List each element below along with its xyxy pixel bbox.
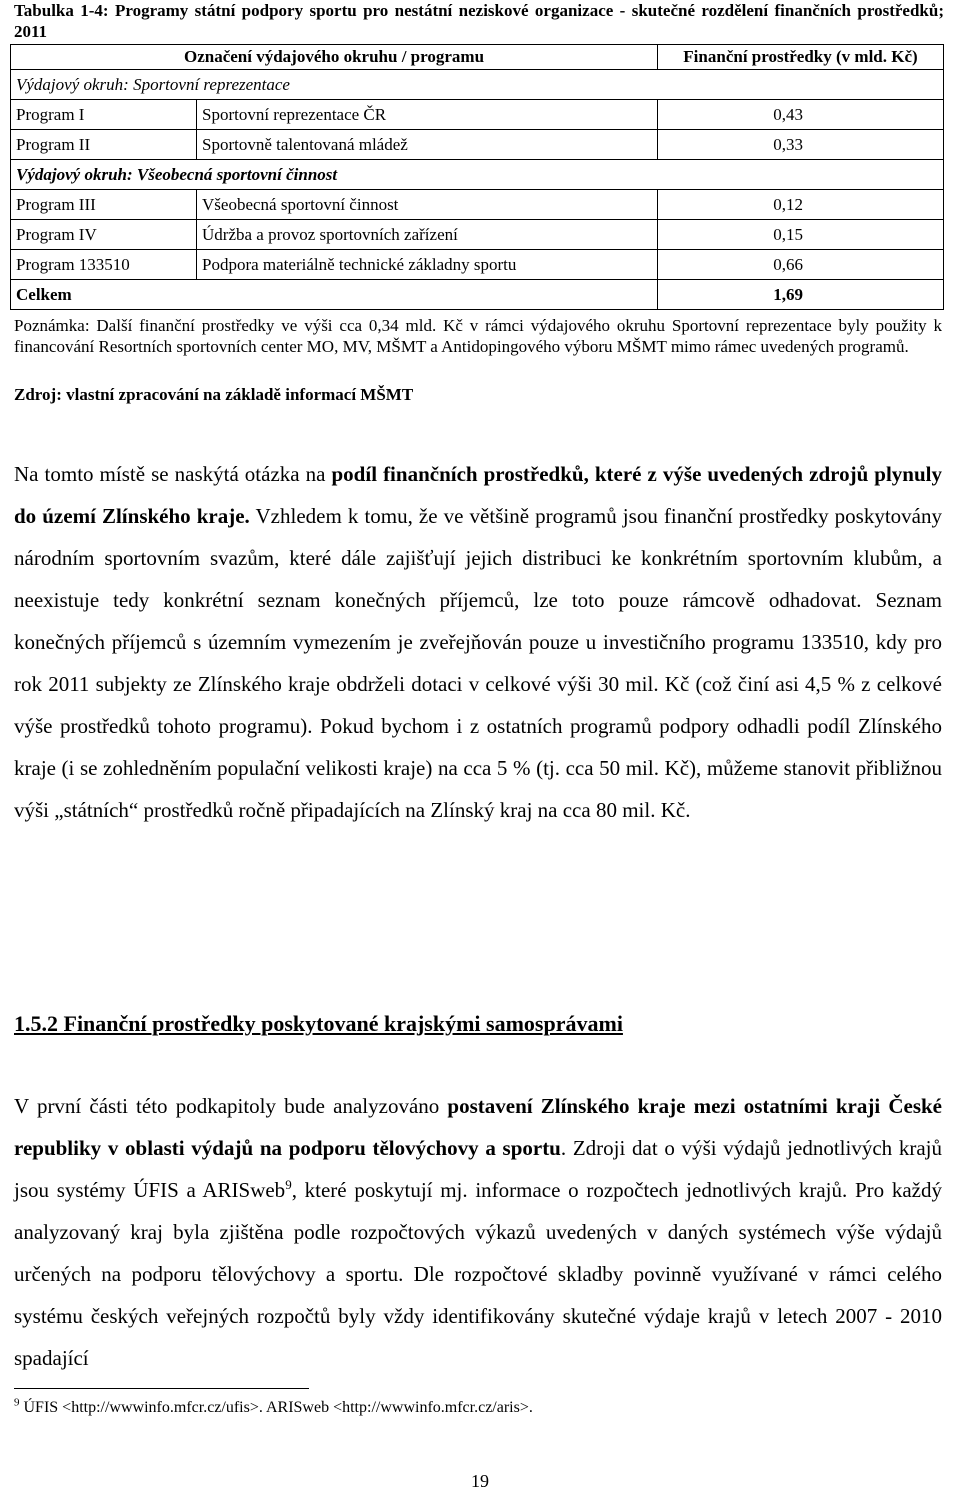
total-value: 1,69: [658, 280, 944, 310]
section-row: [11, 160, 944, 190]
header-label: Označení výdajového okruhu / programu: [11, 45, 658, 70]
total-label: Celkem: [11, 280, 658, 310]
program-value: 0,12: [658, 190, 944, 220]
table-note: Poznámka: Další finanční prostředky ve výši cca 0,34 mld. Kč v rámci výdajového okruhu Sportovní reprezentace byly použity k financování Resortních sportovních center MO, MV, MŠMT a Antidopingového výboru MŠMT mimo rámec uvedených programů.: [14, 316, 942, 356]
body-paragraph-1: [14, 453, 942, 831]
table-header-row: [11, 45, 944, 70]
paragraph-text: Na tomto místě se naskýtá otázka na: [14, 462, 332, 486]
paragraph-text: V první části této podkapitoly bude analyzováno: [14, 1094, 448, 1118]
table-caption: Tabulka 1-4: Programy státní podpory sportu pro nestátní neziskové organizace - skutečné rozdělení finančních prostředků; 2011: [14, 1, 944, 41]
page-number: 19: [471, 1471, 489, 1491]
program-value: 0,66: [658, 250, 944, 280]
program-code: Program I: [11, 100, 197, 130]
program-value: 0,43: [658, 100, 944, 130]
header-value: Finanční prostředky (v mld. Kč): [658, 45, 944, 70]
footnote-mark: 9: [14, 1396, 20, 1409]
paragraph-text: , které poskytují mj. informace o rozpočtech jednotlivých krajů. Pro každý analyzovaný kraj byla zjištěna podle rozpočtových výkazů uvedených v daných systémech výše výdajů určených na podporu tělovýchovy a sportu. Dle rozpočtové skladby povinně využívané v rámci celého systému českých veřejných rozpočtů byly vždy identifikovány skutečné výdaje krajů v letech 2007 - 2010 spadající: [14, 1178, 942, 1370]
program-code: Program 133510: [11, 250, 197, 280]
paragraph-emphasis: podíl finančních prostředků, které z výše uvedených zdrojů plynuly do území Zlínského kraje.: [14, 462, 942, 528]
paragraph-text: Vzhledem k tomu, že ve většině programů jsou finanční prostředky poskytovány národním sportovním svazům, které dále zajišťují jejich distribuci ke konkrétním sportovním klubům, a neexistuje tedy konkrétní seznam konečných příjemců, lze toto pouze rámcově odhadovat. Seznam konečných příjemců s územním vymezením je zveřejňován pouze u investičního programu 133510, kdy pro rok 2011 subjekty ze Zlínského kraje obdrželi dotaci v celkové výši 30 mil. Kč (což činí asi 4,5 % z celkové výše prostředků tohoto programu). Pokud bychom i z ostatních programů podpory odhadli podíl Zlínského kraje (i se zohledněním populační velikosti kraje) na cca 5 % (tj. cca 50 mil. Kč), můžeme stanovit přibližnou výši „státních“ prostředků ročně připadajících na Zlínský kraj na cca 80 mil. Kč.: [14, 504, 942, 822]
section-label: Výdajový okruh: Všeobecná sportovní činnost: [11, 160, 944, 190]
program-name: Všeobecná sportovní činnost: [197, 190, 658, 220]
table-source: Zdroj: vlastní zpracování na základě informací MŠMT: [14, 385, 414, 404]
program-value: 0,15: [658, 220, 944, 250]
table-row: [11, 250, 944, 280]
program-name: Podpora materiálně technické základny sportu: [197, 250, 658, 280]
total-row: [11, 280, 944, 310]
paragraph-emphasis: postavení Zlínského kraje mezi ostatními kraji České republiky v oblasti výdajů na podporu tělovýchovy a sportu: [14, 1094, 942, 1160]
section-label: Výdajový okruh: Sportovní reprezentace: [11, 70, 944, 100]
table-row: [11, 100, 944, 130]
body-paragraph-2: [14, 1085, 942, 1379]
program-code: Program III: [11, 190, 197, 220]
program-code: Program IV: [11, 220, 197, 250]
footnote-text: ÚFIS <http://wwwinfo.mfcr.cz/ufis>. ARISweb <http://wwwinfo.mfcr.cz/aris>.: [19, 1399, 533, 1416]
footnote-ref: 9: [285, 1177, 292, 1192]
programs-table: [10, 44, 944, 310]
section-row: [11, 70, 944, 100]
program-name: Sportovní reprezentace ČR: [197, 100, 658, 130]
section-heading: 1.5.2 Finanční prostředky poskytované krajskými samosprávami: [14, 1011, 623, 1036]
table-row: [11, 220, 944, 250]
table-row: [11, 130, 944, 160]
table-row: [11, 190, 944, 220]
program-code: Program II: [11, 130, 197, 160]
program-name: Sportovně talentovaná mládež: [197, 130, 658, 160]
program-value: 0,33: [658, 130, 944, 160]
program-name: Údržba a provoz sportovních zařízení: [197, 220, 658, 250]
footnote-divider: [14, 1388, 309, 1389]
paragraph-text: . Zdroji dat o výši výdajů jednotlivých krajů jsou systémy ÚFIS a ARISweb: [14, 1136, 942, 1202]
footnote: [14, 1398, 533, 1418]
